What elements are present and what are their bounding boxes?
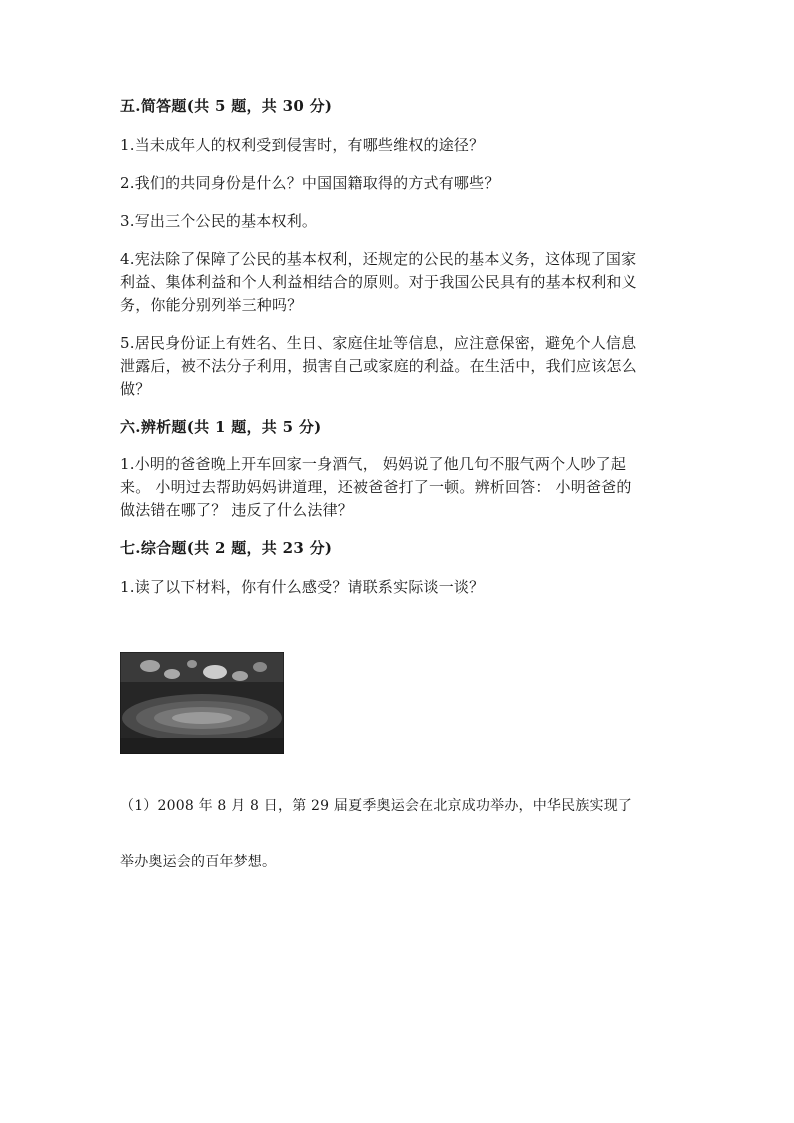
question-5-5-line-3: 做？ bbox=[120, 380, 151, 398]
question-6-1-line-2: 来。 小明过去帮助妈妈讲道理，还被爸爸打了一顿。辨析回答： 小明爸爸的 bbox=[120, 478, 632, 496]
question-5-5-line-2: 泄露后，被不法分子利用，损害自己或家庭的利益。在生活中，我们应该怎么 bbox=[120, 357, 637, 375]
question-5-4-line-2: 利益、集体利益和个人利益相结合的原则。对于我国公民具有的基本权利和义 bbox=[120, 273, 637, 291]
section-seven-title: 七.综合题(共 2 题，共 23 分) bbox=[120, 539, 333, 557]
question-5-5-line-1: 5.居民身份证上有姓名、生日、家庭住址等信息，应注意保密，避免个人信息 bbox=[120, 334, 637, 352]
question-5-3: 3.写出三个公民的基本权利。 bbox=[120, 212, 318, 230]
question-5-4-line-3: 务，你能分别列举三种吗？ bbox=[120, 296, 303, 314]
question-5-4-line-1: 4.宪法除了保障了公民的基本权利，还规定的公民的基本义务，这体现了国家 bbox=[120, 250, 637, 268]
material-caption-line-1: （1）2008 年 8 月 8 日，第 29 届夏季奥运会在北京成功举办，中华民族实现了 bbox=[120, 798, 633, 814]
question-6-1-line-3: 做法错在哪了？ 违反了什么法律？ bbox=[120, 501, 353, 519]
olympic-stadium-photo bbox=[120, 652, 284, 754]
stadium-image bbox=[120, 652, 284, 754]
section-six-title: 六.辨析题(共 1 题，共 5 分) bbox=[120, 418, 322, 436]
question-5-4 bbox=[120, 248, 680, 317]
worksheet-page bbox=[120, 96, 680, 599]
section-five-title: 五.简答题(共 5 题，共 30 分) bbox=[120, 97, 333, 115]
material-caption-line-2: 举办奥运会的百年梦想。 bbox=[120, 854, 277, 870]
question-6-1 bbox=[120, 453, 680, 522]
question-6-1-line-1: 1.小明的爸爸晚上开车回家一身酒气， 妈妈说了他几句不服气两个人吵了起 bbox=[120, 455, 627, 473]
question-7-1: 1.读了以下材料，你有什么感受？请联系实际谈一谈？ bbox=[120, 578, 485, 596]
question-5-1: 1.当未成年人的权利受到侵害时，有哪些维权的途径？ bbox=[120, 136, 485, 154]
question-5-2: 2.我们的共同身份是什么？中国国籍取得的方式有哪些？ bbox=[120, 174, 500, 192]
question-5-5 bbox=[120, 332, 680, 401]
